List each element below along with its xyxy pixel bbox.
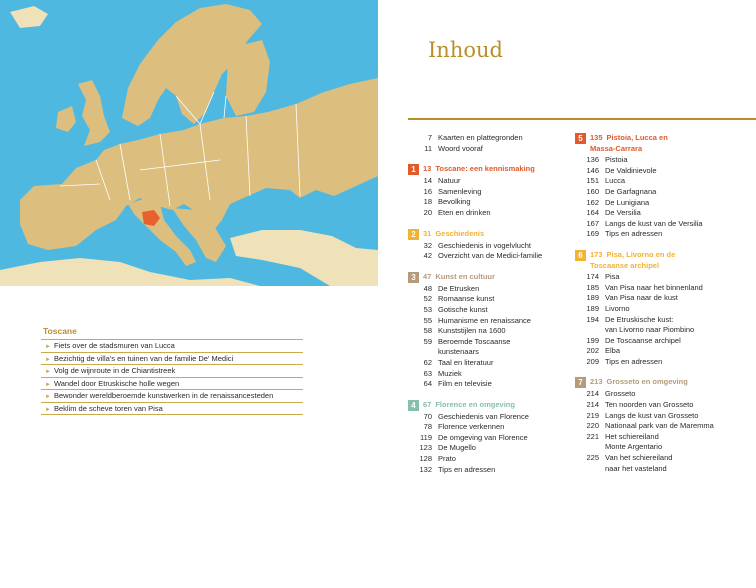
toc-entry[interactable] <box>575 325 745 336</box>
toc-entry-page: 160 <box>586 186 599 196</box>
chapter-page: 173 <box>590 249 603 259</box>
toc-entry-title: De Lunigiana <box>605 197 650 207</box>
toc-entry-title: Livorno <box>605 303 630 313</box>
toc-entry[interactable] <box>575 229 745 240</box>
chapter-entries <box>408 241 578 262</box>
toc-entry[interactable] <box>575 421 745 432</box>
toc-entry-title: Langs de kust van Grosseto <box>605 410 699 420</box>
toc-entry-page: 14 <box>423 176 432 186</box>
chapter-title-text: Kunst en cultuur <box>435 271 495 281</box>
toc-entry[interactable] <box>575 346 745 357</box>
toc-entry-title: Gotische kunst <box>438 304 488 314</box>
toc-entry-title: De omgeving van Florence <box>438 432 528 442</box>
toc-entry-title: Geschiedenis in vogelvlucht <box>438 240 531 250</box>
toc-entry-page: 42 <box>423 251 432 261</box>
highlight-item <box>41 377 303 390</box>
toc-entry-title: Geschiedenis van Florence <box>438 411 529 421</box>
toc-entry[interactable] <box>575 304 745 315</box>
toc-entry-page: 199 <box>586 335 599 345</box>
toc-entry[interactable] <box>575 187 745 198</box>
toc-entry-title: De Etrusken <box>438 283 480 293</box>
toc-entry[interactable] <box>408 433 578 444</box>
chapter-page: 47 <box>423 271 432 281</box>
toc-entry-page: 174 <box>586 272 599 282</box>
toc-entry-title: Ten noorden van Grosseto <box>605 400 694 410</box>
toc-chapter <box>575 250 745 368</box>
toc-entry-title: De Garfagnana <box>605 186 657 196</box>
toc-entry[interactable] <box>575 411 745 422</box>
chapter-number-badge: 7 <box>575 377 586 388</box>
chapter-title-text: Florence en omgeving <box>435 399 515 409</box>
toc-entry-page: 136 <box>586 155 599 165</box>
arrow-icon: ► <box>45 394 51 400</box>
toc-entry-page: 189 <box>586 293 599 303</box>
toc-entry-title: Van Pisa naar het binnenland <box>605 282 703 292</box>
toc-entry[interactable] <box>408 465 578 476</box>
chapter-title-line <box>423 229 484 240</box>
toc-entry[interactable] <box>575 208 745 219</box>
chapter-title-text: Pistoia, Lucca en <box>606 133 668 142</box>
toc-entry[interactable] <box>408 422 578 433</box>
toc-entry-page: 58 <box>423 326 432 336</box>
chapter-title <box>423 272 495 283</box>
chapter-title-line <box>590 377 688 388</box>
toc-entry-page: 214 <box>586 389 599 399</box>
toc-entry-title: Elba <box>605 346 621 356</box>
toc-entry-page: 128 <box>419 454 432 464</box>
europe-map <box>0 0 378 286</box>
toc-entry-page: 132 <box>419 464 432 474</box>
toc-entry-title: Van Pisa naar de kust <box>605 293 678 303</box>
toc-entry-page: 162 <box>586 197 599 207</box>
chapter-title-line <box>590 133 668 144</box>
toc-entry-title: Pisa <box>605 272 620 282</box>
chapter-title <box>423 229 484 240</box>
toc-entry-page: 78 <box>423 422 432 432</box>
toc-entry[interactable] <box>408 176 578 187</box>
toc-entry-title: Kaarten en plattegronden <box>438 133 523 142</box>
toc-entry-title: Natuur <box>438 176 461 186</box>
chapter-page: 135 <box>590 133 603 142</box>
chapter-entries <box>408 412 578 476</box>
toc-entry[interactable] <box>575 155 745 166</box>
chapter-title <box>423 164 535 175</box>
toc-entry[interactable] <box>408 358 578 369</box>
toc-entry-title: kunstenaars <box>438 347 479 357</box>
toc-entry[interactable] <box>575 198 745 209</box>
toc-entry-page <box>408 347 438 358</box>
toc-entry-title: Pistoia <box>605 155 628 165</box>
arrow-icon: ► <box>45 406 51 413</box>
arrow-icon: ► <box>45 369 51 375</box>
toc-entry[interactable] <box>575 219 745 230</box>
toc-entry-title: Monte Argentario <box>605 442 663 452</box>
arrow-icon: ► <box>45 344 51 350</box>
chapter-page: 31 <box>423 228 432 238</box>
toc-entry-page: 64 <box>423 379 432 389</box>
toc-entry[interactable] <box>575 166 745 177</box>
toc-entry[interactable] <box>575 389 745 400</box>
toc-entry[interactable] <box>408 379 578 390</box>
toc-entry-page: 164 <box>586 208 599 218</box>
toc-entry-title: Overzicht van de Medici-familie <box>438 251 543 261</box>
highlight-text: Bezichtig de villa's en tuinen van de familie De' Medici <box>53 353 234 363</box>
toc-entry-title: Eten en drinken <box>438 207 491 217</box>
toc-entry-page: 18 <box>423 197 432 207</box>
toc-entry[interactable] <box>408 294 578 305</box>
highlights-list <box>41 339 303 415</box>
toc-entry-page <box>575 442 605 453</box>
chapter-number-badge: 4 <box>408 400 419 411</box>
highlight-item <box>41 402 303 416</box>
toc-entry[interactable] <box>575 283 745 294</box>
highlight-text: Beklim de scheve toren van Pisa <box>53 403 163 413</box>
chapter-page: 67 <box>423 399 432 409</box>
toc-entry-page: 151 <box>586 176 599 186</box>
toc-entry[interactable] <box>575 464 745 475</box>
toc-entry-title: Prato <box>438 454 456 464</box>
toc-entry-title: Nationaal park van de Maremma <box>605 421 714 431</box>
highlights-title: Toscane <box>43 326 77 336</box>
toc-entry[interactable] <box>575 336 745 347</box>
toc-column-right <box>575 133 745 474</box>
toc-chapter-heading[interactable] <box>575 133 745 154</box>
toc-entry[interactable] <box>575 400 745 411</box>
toc-entry-page: 48 <box>423 283 432 293</box>
toc-chapter-heading[interactable] <box>408 400 578 411</box>
toc-entry-title: Tips en adressen <box>438 464 496 474</box>
arrow-icon: ► <box>45 381 51 388</box>
chapter-number-badge: 5 <box>575 133 586 144</box>
chapter-number-badge: 1 <box>408 164 419 175</box>
toc-entry[interactable] <box>408 187 578 198</box>
highlight-text: Volg de wijnroute in de Chiantistreek <box>53 366 176 375</box>
toc-entry[interactable] <box>575 453 745 464</box>
toc-entry-title: Beroemde Toscaanse <box>438 336 511 346</box>
chapter-title-text: Geschiedenis <box>435 228 485 238</box>
highlight-item <box>41 352 303 365</box>
toc-entry-page: 209 <box>586 356 599 366</box>
toc-entry[interactable] <box>408 337 578 348</box>
toc-entry-title: De Mugello <box>438 443 476 453</box>
chapter-title-line <box>423 400 515 411</box>
toc-entry-title: De Etruskische kust: <box>605 314 674 324</box>
highlight-text: Fiets over de stadsmuren van Lucca <box>53 341 175 350</box>
highlight-text: Bewonder wereldberoemde kunstwerken in de renaissancesteden <box>53 391 274 400</box>
toc-entry-page: 123 <box>419 443 432 453</box>
toc-entry-page: 194 <box>586 314 599 324</box>
chapter-title <box>590 133 668 154</box>
highlight-item <box>41 389 303 402</box>
toc-entry[interactable] <box>408 251 578 262</box>
toc-entry-page: 221 <box>586 431 599 441</box>
toc-entry-title: Taal en literatuur <box>438 357 494 367</box>
toc-chapter <box>408 400 578 476</box>
chapter-title-line <box>590 261 675 272</box>
toc-entry-title: Woord vooraf <box>438 143 483 153</box>
highlight-item <box>41 364 303 377</box>
chapter-title-text: Pisa, Livorno en de <box>606 249 676 259</box>
toc-entry-title: Samenleving <box>438 186 482 196</box>
toc-entry-title: Bevolking <box>438 197 471 207</box>
toc-entry[interactable] <box>408 133 578 144</box>
toc-chapter <box>575 377 745 474</box>
toc-entry[interactable] <box>408 144 578 155</box>
toc-entry-page: 59 <box>423 336 432 346</box>
chapter-entries <box>575 272 745 367</box>
toc-entry-title: naar het vasteland <box>605 463 667 473</box>
toc-entry-title: Grosseto <box>605 389 636 399</box>
toc-entry-page: 189 <box>586 303 599 313</box>
toc-entry-page: 20 <box>423 207 432 217</box>
toc-entry-title: Film en televisie <box>438 379 492 389</box>
toc-entry-page: 53 <box>423 304 432 314</box>
toc-entry-title: Romaanse kunst <box>438 294 495 304</box>
toc-entry[interactable] <box>575 176 745 187</box>
toc-entry-title: Kunststijlen na 1600 <box>438 326 506 336</box>
chapter-page: 13 <box>423 164 432 174</box>
toc-chapter <box>408 229 578 262</box>
chapter-number-badge: 2 <box>408 229 419 240</box>
toc-entry[interactable] <box>408 241 578 252</box>
toc-entry[interactable] <box>408 412 578 423</box>
toc-entry-page: 167 <box>586 218 599 228</box>
toc-entry-page <box>575 325 605 336</box>
toc-entry-title: De Valdinievole <box>605 165 657 175</box>
toc-entry-title: Het schiereiland <box>605 431 659 441</box>
chapter-entries <box>575 389 745 474</box>
toc-entry-title: Tips en adressen <box>605 229 663 239</box>
toc-entry-title: Florence verkennen <box>438 422 505 432</box>
toc-entry-title: Muziek <box>438 368 462 378</box>
toc-entry-page: 146 <box>586 165 599 175</box>
chapter-entries <box>575 155 745 240</box>
toc-entry-title: De Versilia <box>605 208 641 218</box>
toc-entry[interactable] <box>575 272 745 283</box>
chapter-entries <box>408 284 578 390</box>
toc-entry[interactable] <box>575 432 745 443</box>
toc-chapter-heading[interactable] <box>408 272 578 283</box>
toc-title: Inhoud <box>428 38 503 62</box>
chapter-title-text: Toscaanse archipel <box>590 260 660 270</box>
toc-entry[interactable] <box>408 305 578 316</box>
toc-entry[interactable] <box>408 284 578 295</box>
toc-entry[interactable] <box>408 443 578 454</box>
toc-chapter-heading[interactable] <box>408 164 578 175</box>
chapter-page: 213 <box>590 377 603 387</box>
toc-entry[interactable] <box>575 442 745 453</box>
toc-entry-title: Langs de kust van de Versilia <box>605 218 703 228</box>
toc-entry-page: 119 <box>420 432 432 442</box>
toc-entry[interactable] <box>408 326 578 337</box>
toc-entry-page: 7 <box>427 133 432 142</box>
toc-entry-page: 32 <box>423 240 432 250</box>
chapter-title-line <box>423 164 535 175</box>
chapter-entries <box>408 176 578 218</box>
chapter-title <box>423 400 515 411</box>
toc-entry[interactable] <box>408 208 578 219</box>
highlight-item <box>41 339 303 352</box>
toc-rule <box>408 118 756 120</box>
toc-entry-page: 202 <box>586 346 599 356</box>
chapter-title-text: Grosseto en omgeving <box>606 377 688 387</box>
toc-entry[interactable] <box>575 315 745 326</box>
toc-entry-page: 63 <box>423 368 432 378</box>
toc-entry-page: 169 <box>586 229 599 239</box>
toc-entry-page: 214 <box>586 400 599 410</box>
toc-entry-title: Lucca <box>605 176 626 186</box>
toc-entry[interactable] <box>575 293 745 304</box>
toc-entry-page: 225 <box>586 453 599 463</box>
toc-entry-page: 62 <box>423 357 432 367</box>
toc-entry-page: 70 <box>423 411 432 421</box>
toc-column-left <box>408 133 578 475</box>
toc-entry-page: 185 <box>586 282 599 292</box>
toc-entry[interactable] <box>408 316 578 327</box>
toc-entry-title: Humanisme en renaissance <box>438 315 531 325</box>
toc-entry[interactable] <box>575 357 745 368</box>
toc-chapter <box>408 272 578 390</box>
toc-entry[interactable] <box>408 347 578 358</box>
toc-entry-page: 11 <box>424 143 432 153</box>
chapter-title <box>590 377 688 388</box>
toc-entry[interactable] <box>408 197 578 208</box>
chapter-number-badge: 6 <box>575 250 586 261</box>
toc-entry-page: 16 <box>423 186 432 196</box>
chapter-title-line <box>423 272 495 283</box>
chapter-title <box>590 250 675 271</box>
chapter-title-text: Toscane: een kennismaking <box>435 164 535 174</box>
chapter-title-line <box>590 144 668 155</box>
toc-entry-title: van Livorno naar Piombino <box>605 325 695 335</box>
chapter-title-line <box>590 250 675 261</box>
toc-chapter-heading[interactable] <box>408 229 578 240</box>
toc-chapter <box>408 164 578 218</box>
chapter-title-text: Massa-Carrara <box>590 143 643 153</box>
toc-chapter <box>575 133 745 240</box>
toc-entry-page: 220 <box>586 421 599 431</box>
toc-entry[interactable] <box>408 454 578 465</box>
chapter-number-badge: 3 <box>408 272 419 283</box>
toc-entry-title: Van het schiereiland <box>605 453 673 463</box>
arrow-icon: ► <box>45 356 51 363</box>
highlights-box <box>41 326 303 415</box>
toc-entry-page <box>575 464 605 475</box>
toc-entry-title: De Toscaanse archipel <box>605 335 681 345</box>
highlight-text: Wandel door Etruskische holle wegen <box>53 378 180 388</box>
toc-entry-page: 55 <box>423 315 432 325</box>
toc-entry-title: Tips en adressen <box>605 356 663 366</box>
toc-entry-page: 52 <box>423 294 432 304</box>
toc-entry[interactable] <box>408 369 578 380</box>
toc-entry-page: 219 <box>586 410 599 420</box>
toc-chapter-heading[interactable] <box>575 250 745 271</box>
toc-chapter-heading[interactable] <box>575 377 745 388</box>
